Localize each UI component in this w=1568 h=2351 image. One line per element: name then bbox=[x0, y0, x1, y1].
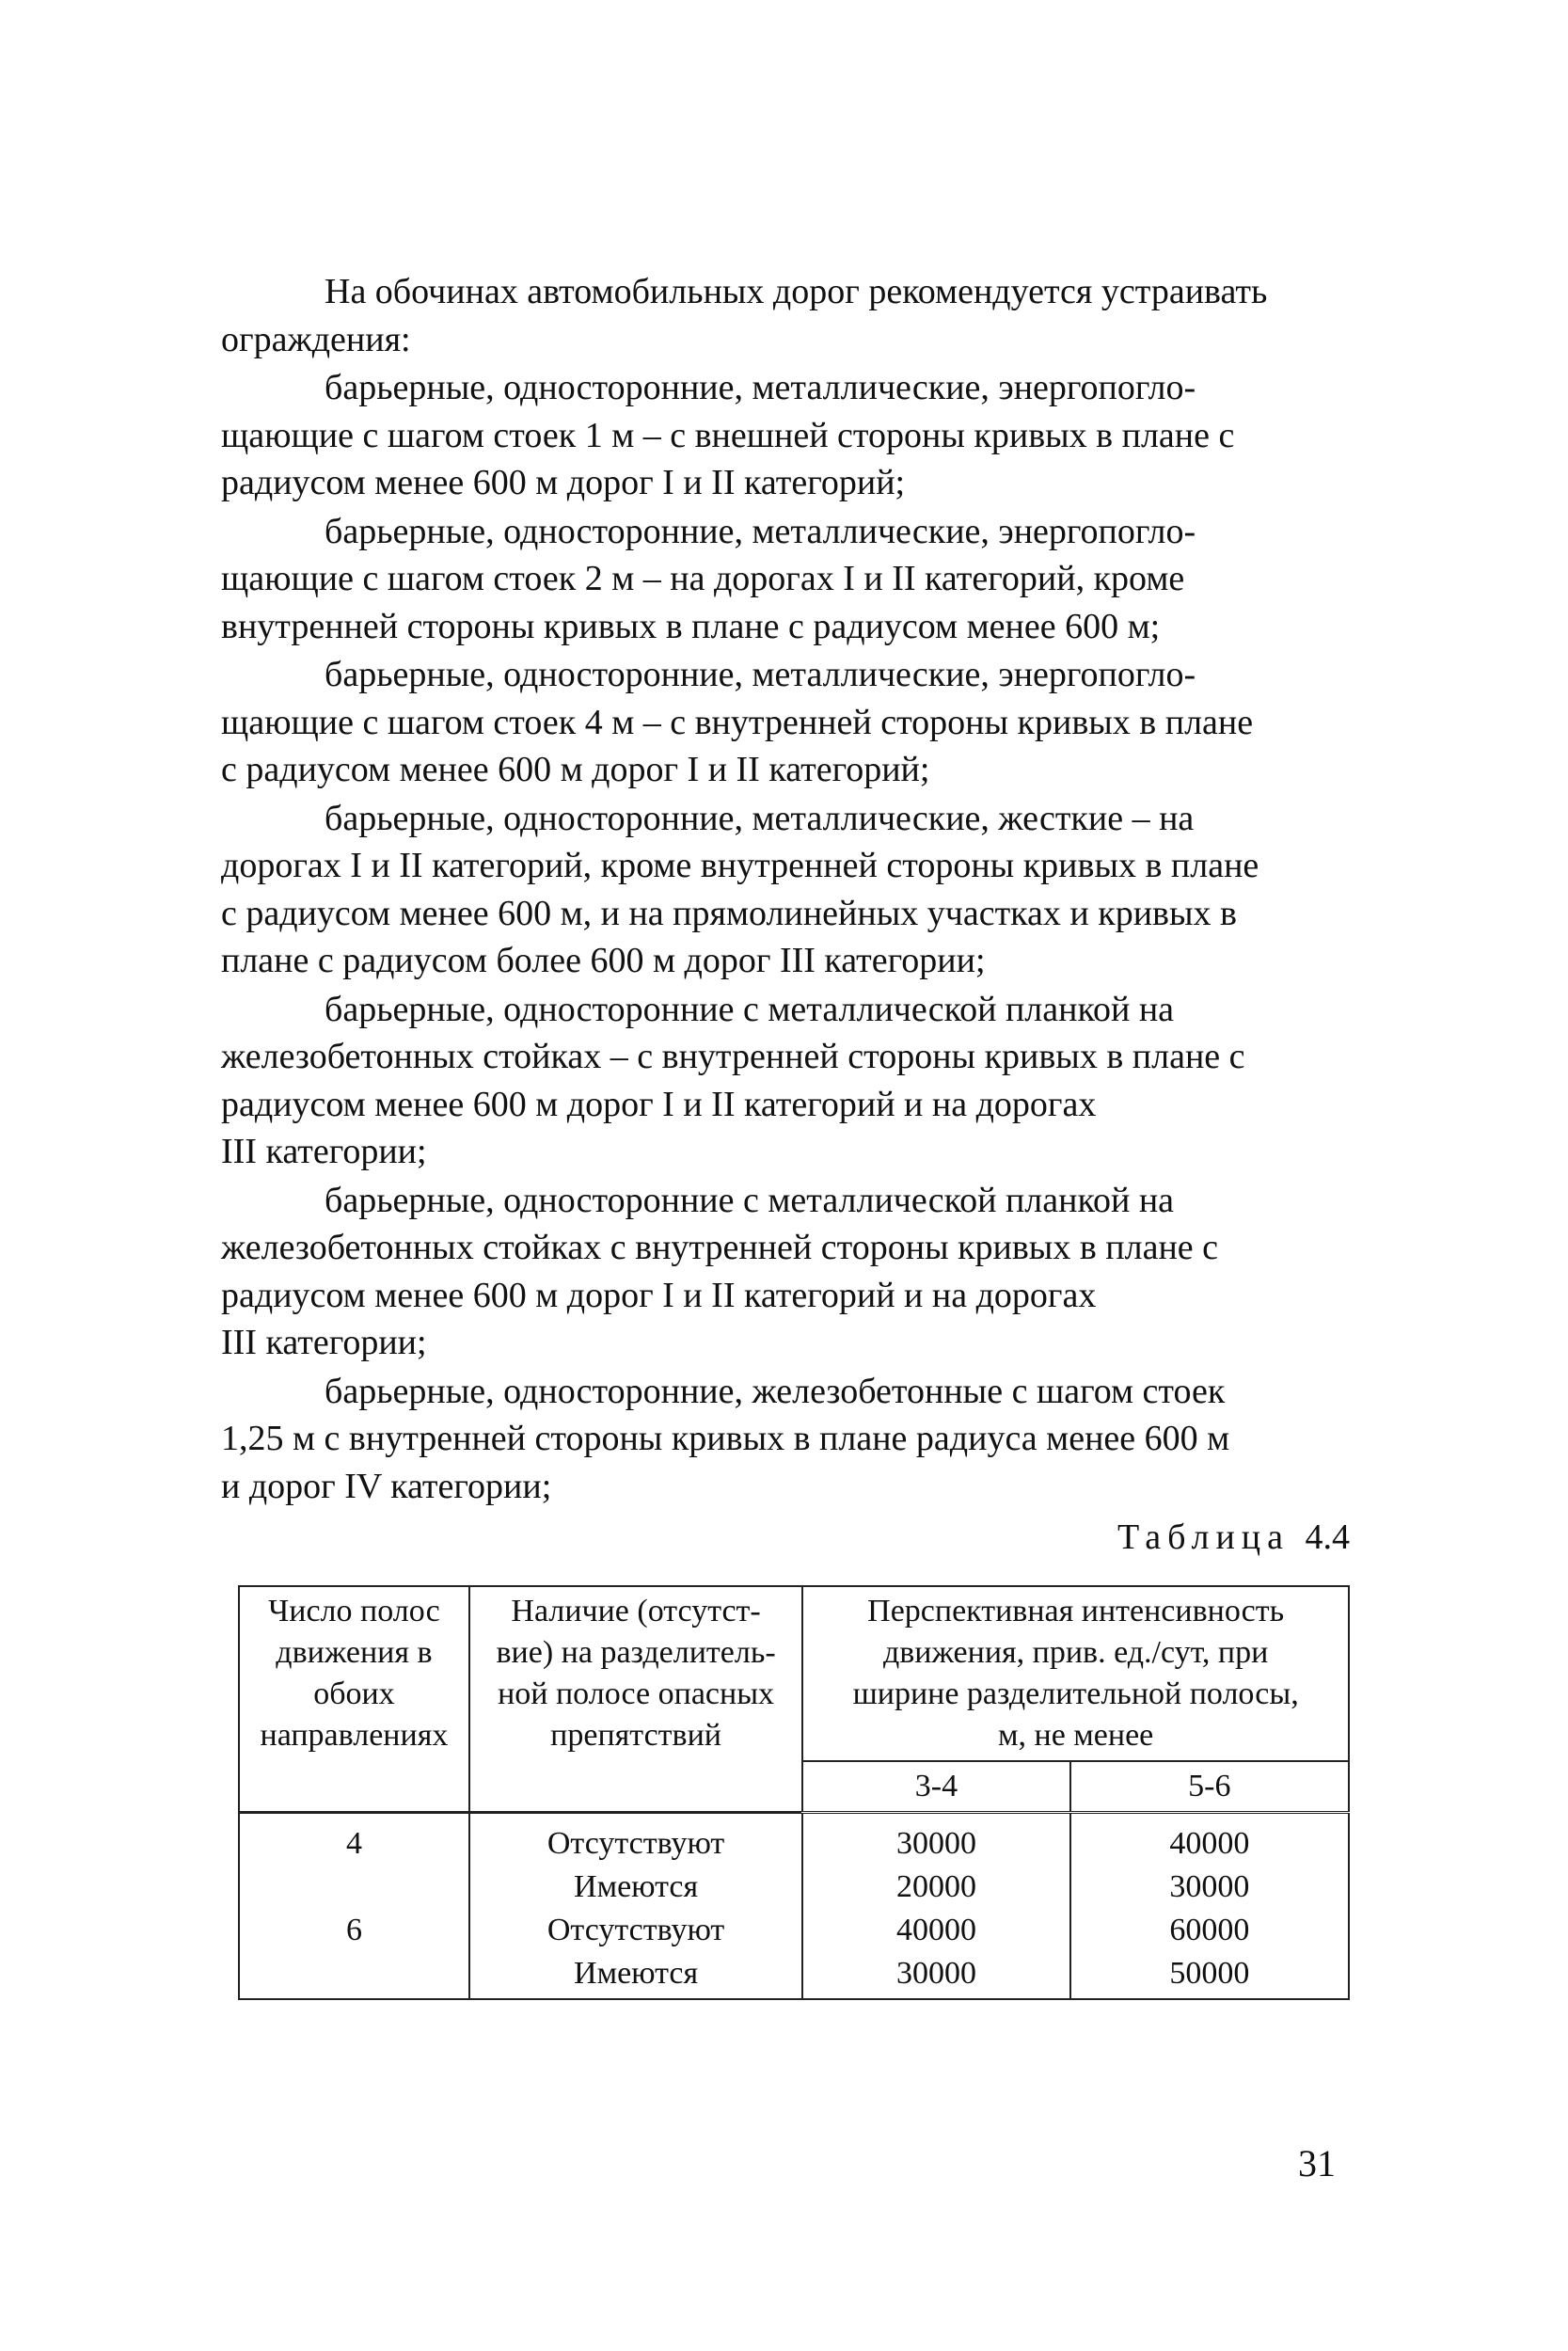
header-obstacles: Наличие (отсутст- вие) на разделитель- ной полосе опасных препятствий bbox=[469, 1586, 802, 1813]
paragraph: На обочинах автомобильных дорог рекомендуется устраивать ограждения: bbox=[221, 272, 1268, 359]
cell-obstacles: Отсутствуют bbox=[469, 1813, 802, 1866]
table-caption-word: Таблица bbox=[1117, 1517, 1290, 1557]
cell-width-3-4: 40000 bbox=[802, 1908, 1069, 1951]
cell-obstacles: Отсутствуют bbox=[469, 1908, 802, 1951]
cell-width-5-6: 60000 bbox=[1070, 1908, 1349, 1951]
paragraph: барьерные, односторонние, металлические, энергопогло- щающие с шагом стоек 2 м – на дорогах I и II категорий, кроме внутренней стороны кривых в плане с радиусом менее 600 м; bbox=[221, 511, 1196, 646]
table-row bbox=[239, 1813, 1349, 1866]
table-caption-number: 4.4 bbox=[1305, 1517, 1350, 1557]
paragraph: барьерные, односторонние, металлические, жесткие – на дорогах I и II категорий, кроме внутренней стороны кривых в плане с радиусом менее 600 м, и на прямолинейных участках и кривых в плане с радиусом более 600 м дорог III категории; bbox=[221, 798, 1259, 980]
cell-width-5-6: 40000 bbox=[1070, 1813, 1349, 1866]
table-row bbox=[239, 1865, 1349, 1908]
body-text bbox=[221, 268, 1350, 1510]
paragraph: барьерные, односторонние, железобетонные с шагом стоек 1,25 м с внутренней стороны кривых в плане радиуса менее 600 м и дорог IV категории; bbox=[221, 1371, 1230, 1506]
paragraph: барьерные, односторонние с металлической планкой на железобетонных стойках с внутренней стороны кривых в плане с радиусом менее 600 м дорог I и II категорий и на дорогах III категории; bbox=[221, 1180, 1219, 1362]
cell-width-3-4: 30000 bbox=[802, 1813, 1069, 1866]
header-width-3-4: 3-4 bbox=[802, 1761, 1069, 1813]
page-content bbox=[221, 268, 1350, 1991]
cell-lanes bbox=[239, 1951, 469, 1999]
header-lanes: Число полос движения в обоих направлениях bbox=[239, 1586, 469, 1813]
cell-width-3-4: 30000 bbox=[802, 1951, 1069, 1999]
cell-lanes: 4 bbox=[239, 1813, 469, 1866]
table-row bbox=[239, 1908, 1349, 1951]
page-number: 31 bbox=[1298, 2142, 1336, 2184]
cell-lanes bbox=[239, 1865, 469, 1908]
cell-obstacles: Имеются bbox=[469, 1865, 802, 1908]
cell-lanes: 6 bbox=[239, 1908, 469, 1951]
paragraph: барьерные, односторонние, металлические, энергопогло- щающие с шагом стоек 4 м – с внутренней стороны кривых в плане с радиусом менее 600 м дорог I и II категорий; bbox=[221, 655, 1254, 789]
cell-width-5-6: 50000 bbox=[1070, 1951, 1349, 1999]
paragraph: барьерные, односторонние с металлической планкой на железобетонных стойках – с внутренней стороны кривых в плане с радиусом менее 600 м дорог I и II категорий и на дорогах III категории; bbox=[221, 989, 1245, 1171]
table-row bbox=[239, 1951, 1349, 1999]
header-width-5-6: 5-6 bbox=[1070, 1761, 1349, 1813]
paragraph: барьерные, односторонние, металлические, энергопогло- щающие с шагом стоек 1 м – с внешней стороны кривых в плане с радиусом менее 600 м дорог I и II категорий; bbox=[221, 368, 1235, 502]
cell-width-3-4: 20000 bbox=[802, 1865, 1069, 1908]
data-table bbox=[238, 1585, 1350, 2000]
header-intensity: Перспективная интенсивность движения, прив. ед./сут, при ширине разделительной полосы, м, не менее bbox=[802, 1586, 1349, 1761]
cell-width-5-6: 30000 bbox=[1070, 1865, 1349, 1908]
cell-obstacles: Имеются bbox=[469, 1951, 802, 1999]
table-caption bbox=[221, 1514, 1350, 1561]
